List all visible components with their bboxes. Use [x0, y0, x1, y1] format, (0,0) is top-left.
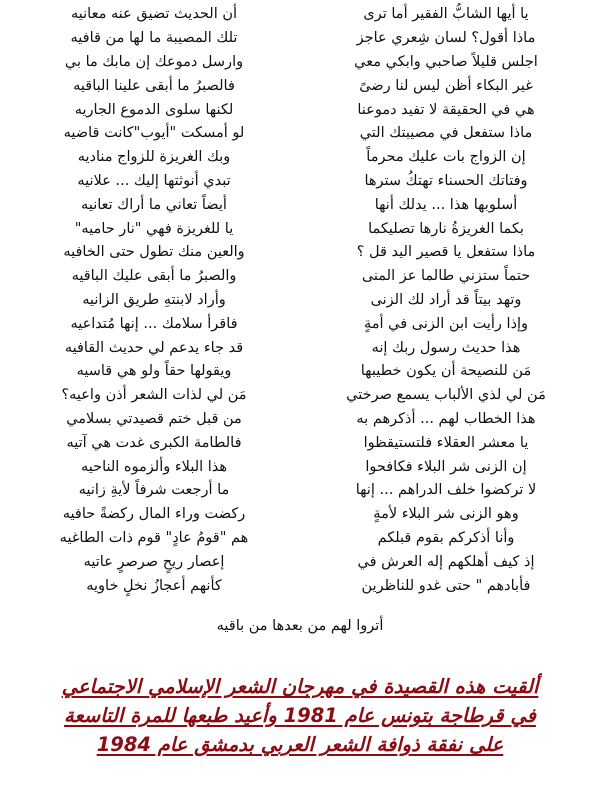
verse-row — [0, 503, 600, 527]
verse-first-hemistich: وأنا أذكركم بقوم قبلكم — [377, 529, 515, 546]
verse-row — [0, 550, 600, 574]
verse-row — [0, 74, 600, 98]
verse-second-hemistich: يا للغريزة فهي "نار حاميه" — [74, 220, 234, 237]
verse-row — [0, 170, 600, 194]
verse-row — [0, 289, 600, 313]
verse-first-hemistich: أسلوبها هذا ... يدلك أنها — [374, 196, 518, 213]
verse-row — [0, 312, 600, 336]
verse-row — [0, 431, 600, 455]
verse-first-hemistich: وإذا رأيت ابن الزنى في أمةٍ — [363, 315, 529, 332]
verse-first-hemistich: مَن لي لذي الألباب يسمع صرختي — [346, 387, 546, 404]
verse-first-hemistich: إن الزواج بات عليك محرماً — [366, 149, 526, 166]
verse-first-hemistich: وهو الزنى شر البلاء لأمةٍ — [373, 506, 519, 523]
publication-note — [14, 672, 586, 759]
verse-second-hemistich: لو أمسكت "أيوب"كانت قاضيه — [63, 125, 245, 142]
note-line-3: على نفقة ذوافة الشعر العربي بدمشق عام 1984 — [96, 733, 504, 756]
verse-second-hemistich: وبك الغريزة للزواج مناديه — [77, 149, 231, 166]
verse-first-hemistich: بكما الغريزةُ نارها تصليكما — [368, 220, 524, 237]
verse-row — [0, 479, 600, 503]
verse-second-hemistich: ما أرجعت شرفاً لأيةِ زانيه — [78, 482, 230, 499]
poem-final-line: أتروا لهم من بعدها من باقيه — [216, 618, 384, 634]
verse-second-hemistich: وارسل دموعك إن مابك ما بي — [64, 53, 244, 70]
verse-second-hemistich: هم "قومُ عادٍ" قوم ذات الطاغيه — [59, 529, 249, 546]
verse-row — [0, 384, 600, 408]
verse-first-hemistich: ماذا أقول؟ لسان شِعري عاجز — [356, 30, 536, 47]
verse-second-hemistich: لكنها سلوى الدموع الجاريه — [74, 101, 234, 118]
verse-first-hemistich: إن الزنى شر البلاء فكافحوا — [365, 458, 527, 475]
verse-row — [0, 408, 600, 432]
verse-row — [0, 3, 600, 27]
verse-first-hemistich: هي في الحقيقة لا تفيد دموعنا — [357, 101, 535, 118]
note-line-1: ألقيت هذه القصيدة في مهرجان الشعر الإسلامي الاجتماعي — [61, 675, 539, 698]
verse-second-hemistich: قد جاء يدعم لي حديث القافيه — [64, 339, 244, 356]
verse-row — [0, 241, 600, 265]
verse-row — [0, 51, 600, 75]
verse-first-hemistich: إذ كيف أهلكهم إله العرش في — [357, 553, 535, 570]
verse-second-hemistich: مَن لي لذات الشعر أذن واعيه؟ — [61, 387, 247, 404]
verse-second-hemistich: تبدي أنوثتها إليك ... علانيه — [77, 172, 231, 189]
verse-first-hemistich: يا معشر العقلاء فلتستيقظوا — [363, 434, 529, 451]
verse-first-hemistich: هذا حديث رسول ربك إنه — [371, 339, 521, 356]
verse-row — [0, 527, 600, 551]
verse-row — [0, 455, 600, 479]
poem-body — [0, 3, 600, 598]
verse-first-hemistich: مَن للنصيحة أن يكون خطيبها — [360, 363, 532, 380]
verse-row — [0, 193, 600, 217]
verse-first-hemistich: غير البكاء أظن ليس لنا رضىً — [359, 77, 533, 94]
verse-second-hemistich: فاقرأ سلامك ... إنها مُتداعيه — [70, 315, 238, 332]
verse-second-hemistich: والصبرُ ما أبقى عليك الباقيه — [71, 268, 237, 285]
verse-second-hemistich: من قبل ختم قصيدتي بسلامي — [66, 410, 242, 427]
verse-second-hemistich: هذا البلاء وألزموه الناحيه — [80, 458, 228, 475]
verse-first-hemistich: لا تركضوا خلف الدراهم ... إنها — [355, 482, 537, 499]
verse-second-hemistich: فالطامة الكبرى غدت هي آتيه — [66, 434, 242, 451]
verse-second-hemistich: وأراد لابنتهِ طريق الزانيه — [82, 291, 226, 308]
verse-first-hemistich: هذا الخطاب لهم ... أذكرهم به — [356, 410, 536, 427]
verse-second-hemistich: تلك المصيبة ما لها من قافيه — [70, 30, 238, 47]
verse-first-hemistich: ماذا ستفعل في مصيبتك التي — [359, 125, 533, 142]
verse-second-hemistich: أيضاً تعاني ما أراك تعانيه — [81, 196, 227, 213]
verse-row — [0, 360, 600, 384]
verse-second-hemistich: فالصبرُ ما أبقى علينا الباقيه — [73, 77, 235, 94]
verse-second-hemistich: ركضت وراء المال ركضةً حافيه — [62, 506, 246, 523]
verse-first-hemistich: وفتاتك الحسناء تهتكُ سترها — [364, 172, 528, 189]
verse-second-hemistich: إعصار ريحٍ صرصرٍ عاتيه — [83, 553, 225, 570]
verse-row — [0, 574, 600, 598]
verse-row — [0, 146, 600, 170]
verse-row — [0, 265, 600, 289]
verse-first-hemistich: اجلس قليلاً صاحبي وابكي معي — [354, 53, 538, 70]
verse-row — [0, 27, 600, 51]
verse-first-hemistich: وتهد بيتاً قد أراد لك الزنى — [370, 291, 522, 308]
verse-second-hemistich: ويقولها حقاً ولو هي قاسيه — [76, 363, 232, 380]
verse-second-hemistich: أن الحديث تضيق عنه معانيه — [70, 6, 238, 23]
verse-second-hemistich: والعين منك تطول حتى الخافيه — [63, 244, 245, 261]
verse-first-hemistich: حتماً ستزني طالما عز المنى — [361, 268, 531, 285]
verse-row — [0, 217, 600, 241]
verse-row — [0, 122, 600, 146]
verse-first-hemistich: ماذا ستفعل يا قصير اليد قل ؟ — [356, 244, 536, 261]
verse-first-hemistich: يا أيها الشابُّ الفقير أما ترى — [363, 6, 529, 23]
note-line-2: في قرطاجة بتونس عام 1981 وأعيد طبعها للمرة التاسعة — [64, 704, 536, 727]
verse-second-hemistich: كأنهم أعجازُ نخلٍ خاويه — [86, 577, 222, 594]
verse-row — [0, 98, 600, 122]
verse-first-hemistich: فأبادهم " حتى غدو للناظرين — [361, 577, 531, 594]
verse-row — [0, 336, 600, 360]
